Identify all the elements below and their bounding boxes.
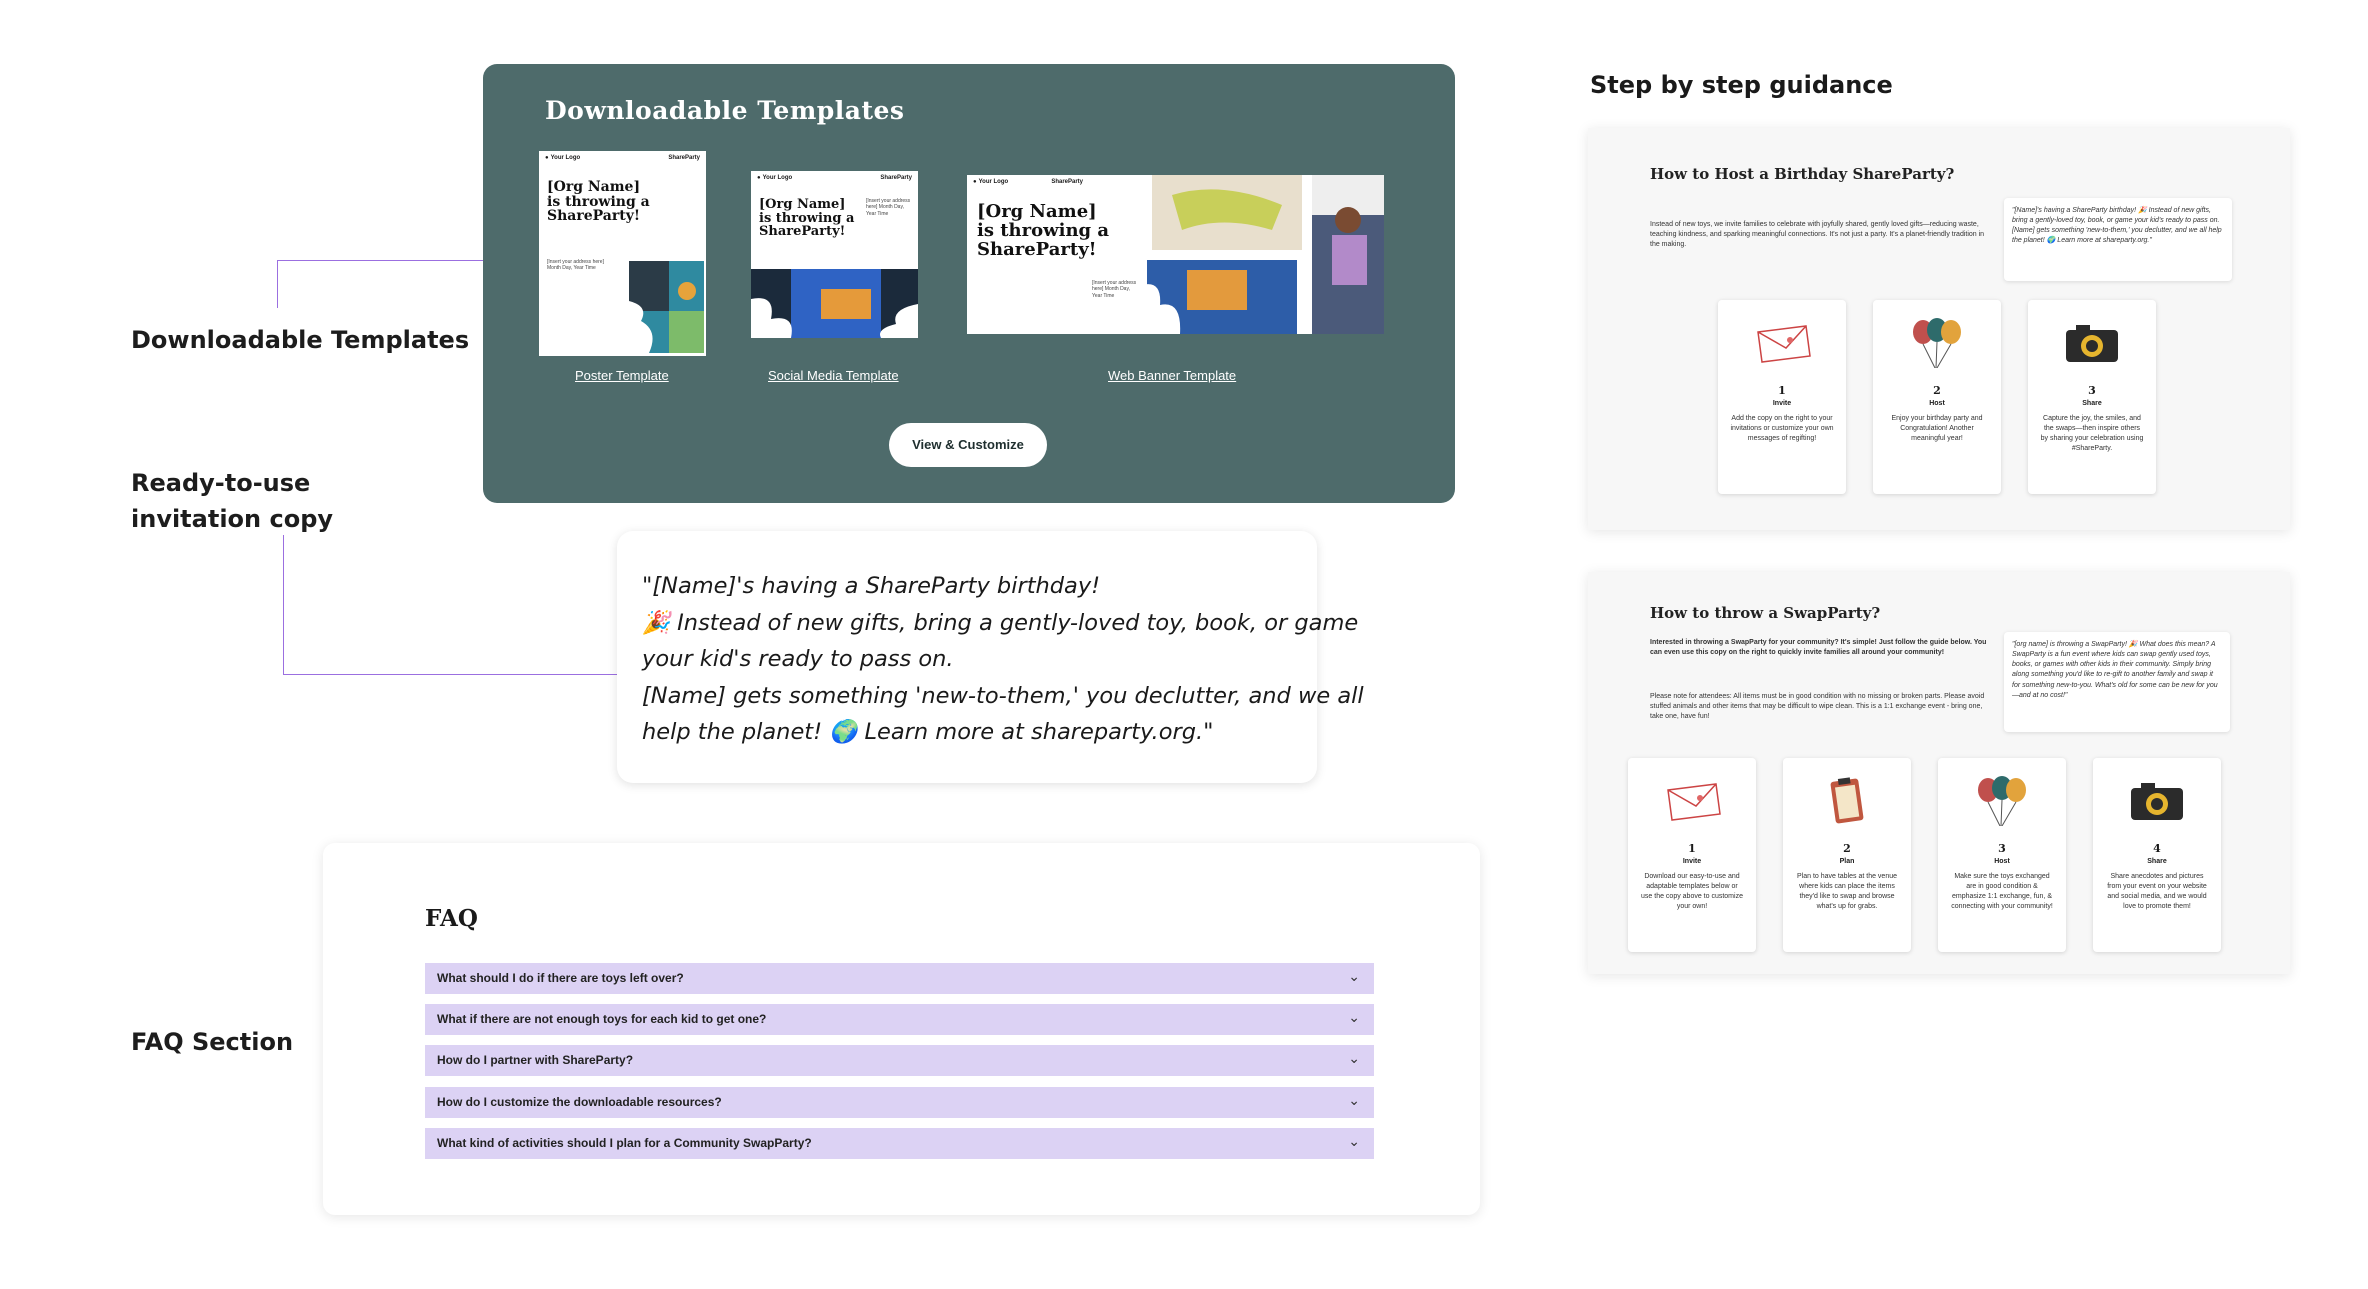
birthday-guide-title: How to Host a Birthday ShareParty? xyxy=(1650,165,1955,183)
step-card: 2 Host Enjoy your birthday party and Congratulation! Another meaningful year! xyxy=(1873,300,2001,494)
poster-puzzle-image xyxy=(629,261,704,353)
step-card: 2 Plan Plan to have tables at the venue where kids can place the items they'd like to swap and browse what's up for grabs. xyxy=(1783,758,1911,952)
invitation-quote-card xyxy=(617,531,1364,783)
step-card: 4 Share Share anecdotes and pictures from your event on your website and social media, and we would love to promote them! xyxy=(2093,758,2221,952)
social-headline: [Org Name] is throwing a ShareParty! xyxy=(759,197,855,240)
label-downloadable-templates: Downloadable Templates xyxy=(131,326,470,354)
label-faq-section: FAQ Section xyxy=(131,1028,294,1056)
org-logo: ● Your Logo xyxy=(545,155,580,161)
web-banner-headline: [Org Name] is throwing a ShareParty! xyxy=(977,201,1110,260)
birthday-guide-panel xyxy=(1588,128,2290,530)
social-puzzle-image xyxy=(751,269,918,338)
poster-headline: [Org Name] is throwing a ShareParty! xyxy=(547,179,650,225)
balloons-icon xyxy=(1938,776,2066,826)
birthday-guide-intro: Instead of new toys, we invite families to celebrate with joyfully shared, gently loved gifts—reducing waste, teaching kindness, and sparking meaningful connections. It's not just a party. It's a planet-friendly tradition in the making. xyxy=(1650,221,1985,249)
clipboard-icon xyxy=(1783,776,1911,826)
envelope-icon xyxy=(1628,776,1756,826)
guidance-heading: Step by step guidance xyxy=(1590,71,1893,99)
poster-template-link[interactable]: Poster Template xyxy=(575,368,669,383)
brand-name: ShareParty xyxy=(668,155,700,161)
step-card: 1 Invite Download our easy-to-use and adaptable templates below or use the copy above to customize your own! xyxy=(1628,758,1756,952)
faq-item[interactable]: What if there are not enough toys for each kid to get one? ⌄ xyxy=(425,1004,1374,1035)
faq-card xyxy=(323,843,1480,1215)
web-banner-puzzle-image xyxy=(1142,175,1384,334)
chevron-down-icon: ⌄ xyxy=(1348,968,1360,984)
social-media-template-link[interactable]: Social Media Template xyxy=(768,368,899,383)
templates-panel xyxy=(483,64,1455,503)
templates-title: Downloadable Templates xyxy=(545,96,905,125)
camera-icon xyxy=(2093,776,2221,826)
view-customize-button[interactable]: View & Customize xyxy=(889,423,1047,467)
connector-templates xyxy=(277,260,484,308)
step-card: 3 Share Capture the joy, the smiles, and the swaps—then inspire others by sharing your celebration using #ShareParty. xyxy=(2028,300,2156,494)
balloons-icon xyxy=(1873,318,2001,368)
swapparty-guide-intro: Interested in throwing a SwapParty for your community? It's simple! Just follow the guide below. You can even use this copy on the right to quickly invite families all around your community! xyxy=(1650,639,1987,657)
chevron-down-icon: ⌄ xyxy=(1348,1050,1360,1066)
swapparty-guide-note: Please note for attendees: All items must be in good condition with no missing or broken parts. Please avoid stuffed animals and other items that may be difficult to wipe clean. This is a 1:1 exchange event - bring one, take one, have fun! xyxy=(1650,693,1985,721)
web-banner-template-link[interactable]: Web Banner Template xyxy=(1108,368,1237,383)
step-card: 3 Host Make sure the toys exchanged are in good condition & emphasize 1:1 exchange, fun, & connecting with your community! xyxy=(1938,758,2066,952)
chevron-down-icon: ⌄ xyxy=(1348,1133,1360,1149)
social-media-template-preview[interactable]: ● Your Logo ShareParty [Org Name] is throwing a ShareParty! [Insert your address here] Month Day, Year Time xyxy=(751,171,918,338)
invitation-quote-text: "[Name]'s having a ShareParty birthday! 🎉 Instead of new gifts, bring a gently-loved toy, book, or game your kid's ready to pass on. [Name] gets something 'new-to-them,' you declutter, and we all help the planet! 🌍 Learn more at shareparty.org." xyxy=(642,573,1364,745)
birthday-guide-quote: "[Name]'s having a ShareParty birthday! 🎉 Instead of new gifts, bring a gently-loved toy, book, or game your kid's ready to pass on. [Name] gets something 'new-to-them,' you declutter, and we all help the planet! 🌍 Learn more at shareparty.org." xyxy=(2004,198,2232,281)
envelope-icon xyxy=(1718,318,1846,368)
poster-address: [Insert your address here] Month Day, Year Time xyxy=(547,259,604,272)
faq-item[interactable]: How do I customize the downloadable resources? ⌄ xyxy=(425,1087,1374,1118)
faq-item[interactable]: What should I do if there are toys left over? ⌄ xyxy=(425,963,1374,994)
chevron-down-icon: ⌄ xyxy=(1348,1092,1360,1108)
web-banner-template-preview[interactable]: ● Your Logo ShareParty [Org Name] is throwing a ShareParty! [Insert your address here] Month Day, Year Time xyxy=(967,175,1384,334)
swapparty-guide-title: How to throw a SwapParty? xyxy=(1650,604,1881,622)
camera-icon xyxy=(2028,318,2156,368)
swapparty-guide-quote: "[org name] is throwing a SwapParty! 🎉 What does this mean? A SwapParty is a fun event where kids can swap gently used toys, books, or games with other kids in their community. Simply bring along something you'd like to re-gift to another family and swap it for something new-to-you. What's old for some can be new for you—and at no cost!" xyxy=(2004,632,2230,732)
step-card: 1 Invite Add the copy on the right to your invitations or customize your own messages of regifting! xyxy=(1718,300,1846,494)
faq-item[interactable]: What kind of activities should I plan for a Community SwapParty? ⌄ xyxy=(425,1128,1374,1159)
faq-title: FAQ xyxy=(425,905,478,932)
connector-invitation xyxy=(283,535,618,675)
faq-item[interactable]: How do I partner with ShareParty? ⌄ xyxy=(425,1045,1374,1076)
chevron-down-icon: ⌄ xyxy=(1348,1009,1360,1025)
label-invitation-copy: Ready-to-use invitation copy xyxy=(131,469,334,533)
swapparty-guide-panel xyxy=(1588,572,2290,974)
poster-template-preview[interactable] xyxy=(539,151,706,356)
